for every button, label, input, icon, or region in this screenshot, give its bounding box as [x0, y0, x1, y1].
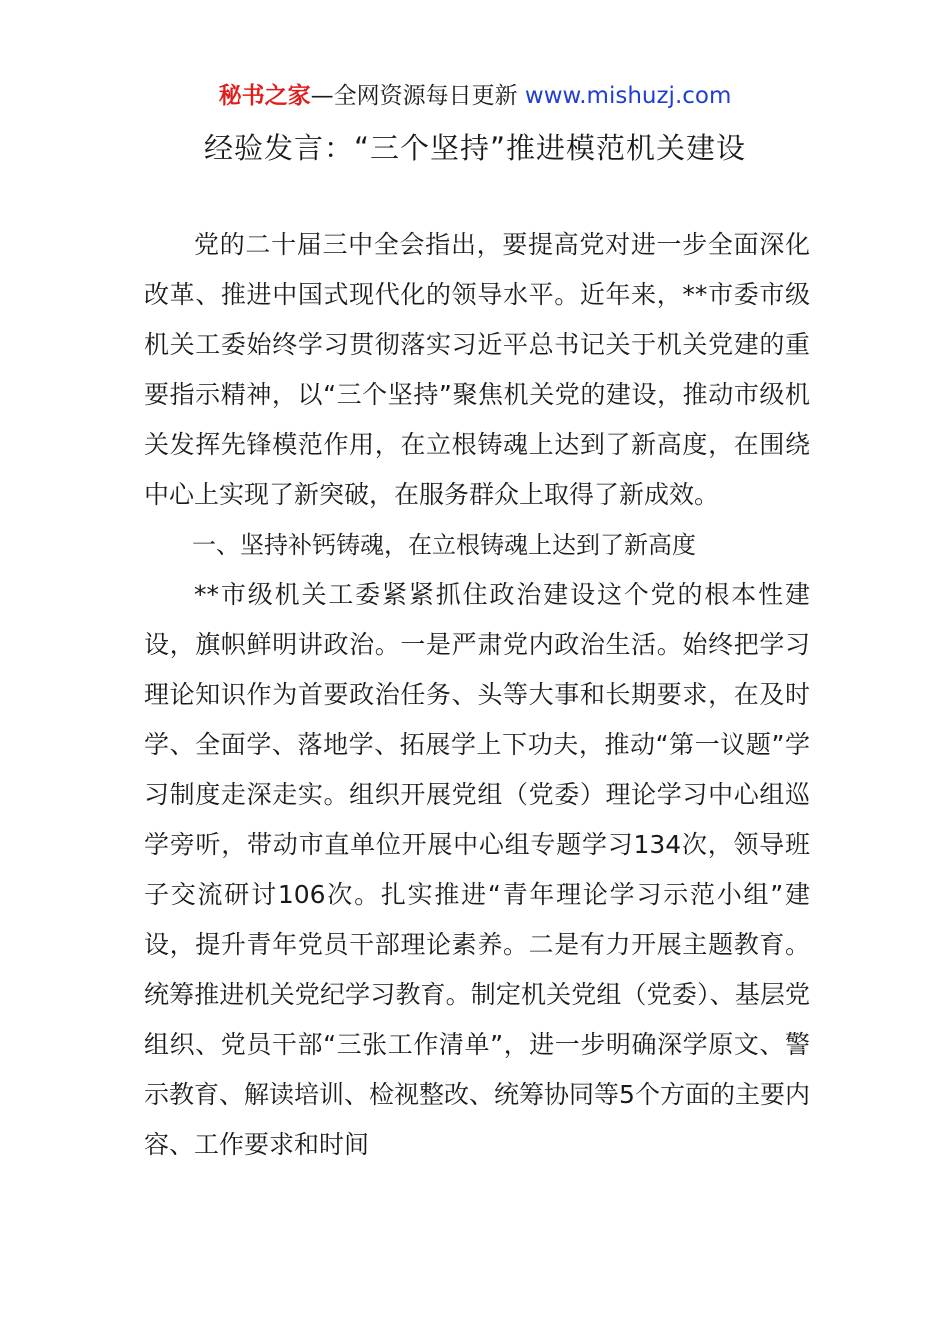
body-paragraph-intro: 党的二十届三中全会指出，要提高党对进一步全面深化改革、推进中国式现代化的领导水平。近年来，**市委市级机关工委始终学习贯彻落实习近平总书记关于机关党建的重要指示精神，以“三个坚持”聚焦机关党的建设，推动市级机关发挥先锋模范作用，在立根铸魂上达到了新高度，在围绕中心上实现了新突破，在服务群众上取得了新成效。: [144, 230, 810, 509]
section-heading-1: 一、坚持补钙铸魂，在立根铸魂上达到了新高度: [192, 531, 696, 559]
banner-tagline: —全网资源每日更新: [310, 83, 525, 109]
site-url-link[interactable]: www.mishuzj.com: [524, 83, 732, 109]
site-banner: [0, 80, 950, 112]
document-body: [144, 220, 810, 1170]
document-title: 经验发言：“三个坚持”推进模范机关建设: [203, 131, 747, 165]
body-paragraph-section-1: **市级机关工委紧紧抓住政治建设这个党的根本性建设，旗帜鲜明讲政治。一是严肃党内政治生活。始终把学习理论知识作为首要政治任务、头等大事和长期要求，在及时学、全面学、落地学、拓展学上下功夫，推动“第一议题”学习制度走深走实。组织开展党组（党委）理论学习中心组巡学旁听，带动市直单位开展中心组专题学习134次，领导班子交流研讨106次。扎实推进“青年理论学习示范小组”建设，提升青年党员干部理论素养。二是有力开展主题教育。统筹推进机关党纪学习教育。制定机关党组（党委）、基层党组织、党员干部“三张工作清单”，进一步明确深学原文、警示教育、解读培训、检视整改、统筹协同等5个方面的主要内容、工作要求和时间: [144, 580, 810, 1159]
brand-name: 秘书之家: [218, 83, 311, 109]
